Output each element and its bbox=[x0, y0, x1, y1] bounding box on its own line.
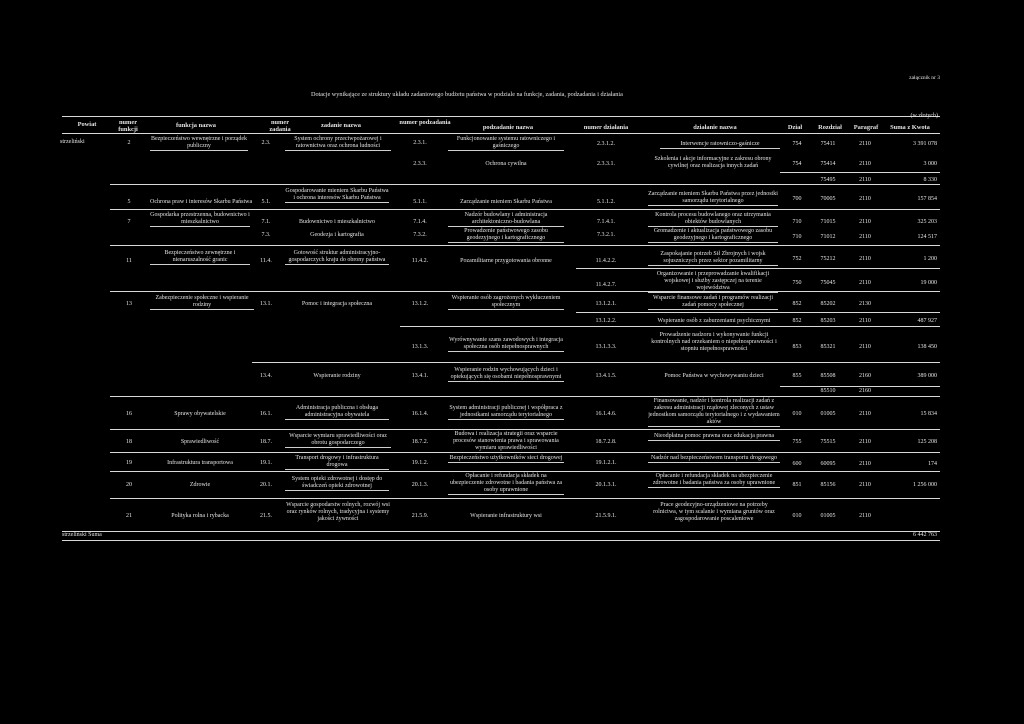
cell-f7-num: 7 bbox=[127, 219, 131, 225]
cell-p1614-num: 16.1.4. bbox=[411, 411, 429, 417]
cell-r4-paragraf: 2110 bbox=[859, 196, 871, 202]
cell-z73-name: Geodezja i kartografia bbox=[310, 232, 364, 238]
cell-z71-num: 7.1. bbox=[261, 219, 271, 225]
cell-r5-paragraf: 2110 bbox=[859, 219, 871, 225]
cell-p1912-num: 19.1.2. bbox=[411, 460, 429, 466]
cell-f5-num: 5 bbox=[127, 199, 131, 205]
header-suma: Suma z Kwota bbox=[890, 124, 930, 131]
header-rozdzial: Rozdział bbox=[818, 124, 842, 131]
cell-r4-suma: 157 854 bbox=[917, 196, 937, 202]
cell-r7-rozdzial: 75212 bbox=[820, 256, 836, 262]
cell-p2159-name: Wspieranie infrastruktury wsi bbox=[470, 513, 542, 519]
header-podzadanie-nazwa: podzadanie nazwa bbox=[482, 124, 534, 131]
cell-p1912-name: Bezpieczeństwo użytkowników sieci drogowej bbox=[449, 455, 563, 461]
cell-f11-num: 11 bbox=[126, 258, 132, 264]
cell-r3-suma: 8 330 bbox=[923, 177, 937, 183]
cell-z51-num: 5.1. bbox=[261, 199, 271, 205]
cell-f16-name: Sprawy obywatelskie bbox=[174, 411, 226, 417]
cell-z23-num: 2.3. bbox=[261, 140, 271, 146]
page-title: Dotacje wynikające ze struktury układu zadaniowego budżetu państwa w podziale na funkcje, zadania, podzadania i działania bbox=[311, 91, 623, 98]
cell-f16-num: 16 bbox=[126, 411, 132, 417]
cell-r16-suma: 174 bbox=[928, 461, 937, 467]
cell-r9-dzial: 852 bbox=[792, 301, 802, 307]
cell-r5-dzial: 710 bbox=[792, 219, 802, 225]
cell-d18728-name: Nieodpłatna pomoc prawna oraz edukacja prawna bbox=[648, 433, 780, 441]
cell-f20-num: 20 bbox=[126, 482, 132, 488]
cell-f5-name: Ochrona praw i interesów Skarbu Państwa bbox=[150, 199, 253, 205]
cell-r13-rozdzial: 85510 bbox=[820, 388, 836, 394]
cell-z114-num: 11.4. bbox=[260, 258, 272, 264]
cell-f21-num: 21 bbox=[126, 513, 132, 519]
cell-p1312-num: 13.1.2. bbox=[411, 301, 429, 307]
cell-r4-dzial: 700 bbox=[792, 196, 802, 202]
cell-r6-dzial: 710 bbox=[792, 234, 802, 240]
cell-r5-rozdzial: 71015 bbox=[820, 219, 836, 225]
cell-r10-suma: 487 927 bbox=[917, 318, 937, 324]
cell-z131-name: Pomoc i integracja społeczna bbox=[301, 301, 373, 307]
cell-p2159-num: 21.5.9. bbox=[411, 513, 429, 519]
cell-d13133-name: Prowadzenie nadzoru i wykonywanie funkcji kontrolnych nad orzekaniem o niepełnosprawności i stopniu niepełnosprawności bbox=[651, 332, 777, 352]
cell-r2-paragraf: 2110 bbox=[859, 161, 871, 167]
cell-f11-name: Bezpieczeństwo zewnętrzne i nienaruszalność granic bbox=[150, 250, 250, 265]
cell-r15-rozdzial: 75515 bbox=[820, 439, 836, 445]
cell-r4-rozdzial: 70005 bbox=[820, 196, 836, 202]
cell-d7141-num: 7.1.4.1. bbox=[597, 219, 615, 225]
header-dzial: Dział bbox=[787, 124, 803, 131]
cell-r8-rozdzial: 75045 bbox=[820, 280, 836, 286]
cell-d2312-name: Interwencje ratowniczo-gaśnicze bbox=[660, 141, 780, 149]
cell-z134-name: Wspieranie rodziny bbox=[313, 373, 361, 379]
cell-p1142-num: 11.4.2. bbox=[411, 258, 429, 264]
cell-r14-dzial: 010 bbox=[792, 411, 802, 417]
cell-p1614-name: System administracji publicznej i współpraca z jednostkami samorządu terytorialnego bbox=[449, 405, 563, 418]
cell-f2-name: Bezpieczeństwo wewnętrzne i porządek publiczny bbox=[150, 136, 248, 149]
cell-d13122-name: Wspieranie osób z zaburzeniami psychicznymi bbox=[657, 318, 771, 324]
total-value: 6 442 763 bbox=[913, 532, 937, 538]
cell-r6-rozdzial: 71012 bbox=[820, 234, 836, 240]
cell-d13121-name: Wsparcie finansowe zadań i programów realizacji zadań pomocy społecznej bbox=[648, 295, 778, 310]
cell-z161-num: 16.1. bbox=[260, 411, 272, 417]
cell-d13121-num: 13.1.2.1. bbox=[595, 301, 617, 307]
cell-f13-name: Zabezpieczenie społeczne i wspieranie rodziny bbox=[150, 295, 254, 310]
cell-r16-paragraf: 2110 bbox=[859, 461, 871, 467]
cell-r10-paragraf: 2110 bbox=[859, 318, 871, 324]
cell-z191-num: 19.1. bbox=[260, 460, 272, 466]
cell-f13-num: 13 bbox=[126, 301, 132, 307]
cell-d13122-num: 13.1.2.2. bbox=[595, 318, 617, 324]
cell-d21591-name: Prace geodezyjno-urządzeniowe na potrzeby rolnictwa, w tym scalanie i wymiana gruntów oraz zagospodarowanie poscaleniowe bbox=[653, 502, 775, 522]
cell-f2-num: 2 bbox=[127, 140, 131, 146]
header-numer-funkcji: numer funkcji bbox=[118, 119, 138, 133]
cell-r18-rozdzial: 01005 bbox=[820, 513, 836, 519]
cell-p511-num: 5.1.1. bbox=[413, 199, 427, 205]
cell-z23-name: System ochrony przeciwpożarowej i ratownictwa oraz ochrona ludności bbox=[285, 136, 391, 151]
cell-z215-name: Wsparcie gospodarstw rolnych, rozwój wsi oraz rynków rolnych, tradycyjna i systemy jakości żywności bbox=[286, 502, 390, 522]
cell-r17-rozdzial: 85156 bbox=[820, 482, 836, 488]
cell-r17-paragraf: 2110 bbox=[859, 482, 871, 488]
cell-d13133-num: 13.1.3.3. bbox=[595, 344, 617, 350]
cell-r7-dzial: 752 bbox=[792, 256, 802, 262]
cell-f20-name: Zdrowie bbox=[189, 482, 211, 488]
cell-r1-rozdzial: 75411 bbox=[820, 141, 836, 147]
cell-p1341-name: Wspieranie rodzin wychowujących dzieci i opiekujących się osobami niepełnosprawnymi bbox=[448, 367, 564, 382]
header-numer-zadania: numer zadania bbox=[269, 119, 291, 133]
cell-r18-dzial: 010 bbox=[792, 513, 802, 519]
cell-z161-name: Administracja publiczna i obsługa administracyjna obywatela bbox=[285, 405, 389, 420]
cell-r14-rozdzial: 01005 bbox=[820, 411, 836, 417]
cell-f7-name: Gospodarka przestrzenna, budownictwo i mieszkalnictwo bbox=[150, 212, 250, 225]
cell-r9-rozdzial: 85202 bbox=[820, 301, 836, 307]
cell-r17-suma: 1 256 000 bbox=[913, 482, 937, 488]
cell-p233-name: Ochrona cywilna bbox=[485, 161, 527, 167]
cell-r6-paragraf: 2110 bbox=[859, 234, 871, 240]
cell-d2331-num: 2.3.3.1. bbox=[597, 161, 615, 167]
header-paragraf: Paragraf bbox=[853, 124, 879, 131]
cell-p1341-num: 13.4.1. bbox=[411, 373, 429, 379]
cell-z71-name: Budownictwo i mieszkalnictwo bbox=[299, 219, 375, 225]
cell-d13415-num: 13.4.1.5. bbox=[595, 373, 617, 379]
cell-p1142-name: Pozamilitarne przygotowania obronne bbox=[460, 258, 552, 264]
cell-d11422-name: Zaspokajanie potrzeb Sił Zbrojnych i wojsk sojuszniczych przez sektor pozamilitarny bbox=[648, 251, 778, 266]
cell-z191-name: Transport drogowy i infrastruktura drogowa bbox=[285, 455, 389, 470]
cell-r9-paragraf: 2130 bbox=[859, 301, 871, 307]
header-numer-dzialania: numer działania bbox=[583, 124, 629, 131]
cell-r7-suma: 1 200 bbox=[923, 256, 937, 262]
cell-r11-dzial: 853 bbox=[792, 344, 802, 350]
cell-d11422-num: 11.4.2.2. bbox=[595, 258, 617, 264]
cell-r3-rozdzial: 75495 bbox=[820, 177, 836, 183]
cell-p2013-name: Opłacanie i refundacja składek na ubezpieczenie zdrowotne i badania państwa za osoby uprawnione bbox=[449, 473, 563, 493]
cell-r10-dzial: 852 bbox=[792, 318, 802, 324]
cell-d16146-num: 16.1.4.6. bbox=[595, 411, 617, 417]
cell-r18-paragraf: 2110 bbox=[859, 513, 871, 519]
cell-r11-paragraf: 2110 bbox=[859, 344, 871, 350]
cell-r12-paragraf: 2160 bbox=[859, 373, 871, 379]
cell-z187-name: Wsparcie wymiaru sprawiedliwości oraz obrotu gospodarczego bbox=[285, 433, 391, 448]
cell-r15-paragraf: 2110 bbox=[859, 439, 871, 445]
cell-d19121-num: 19.1.2.1. bbox=[595, 460, 617, 466]
cell-r12-suma: 389 000 bbox=[917, 373, 937, 379]
cell-z51-name: Gospodarowanie mieniem Skarbu Państwa i ochrona interesów Skarbu Państwa bbox=[285, 188, 389, 201]
header-numer-podzadania: numer podzadania bbox=[399, 119, 451, 126]
cell-d13415-name: Pomoc Państwa w wychowywaniu dzieci bbox=[664, 373, 764, 379]
cell-d2312-num: 2.3.1.2. bbox=[597, 141, 615, 147]
cell-r16-rozdzial: 60095 bbox=[820, 461, 836, 467]
cell-powiat: strzeliński bbox=[60, 139, 85, 145]
cell-r13-paragraf: 2160 bbox=[859, 388, 871, 394]
cell-r8-paragraf: 2110 bbox=[859, 280, 871, 286]
cell-r2-suma: 3 000 bbox=[923, 161, 937, 167]
cell-r12-rozdzial: 85508 bbox=[820, 373, 836, 379]
cell-f19-num: 19 bbox=[126, 460, 132, 466]
cell-r2-rozdzial: 75414 bbox=[820, 161, 836, 167]
header-dzialanie-nazwa: działanie nazwa bbox=[693, 124, 737, 131]
cell-p1313-name: Wyrównywanie szans zawodowych i integracja społeczna osób niepełnosprawnych bbox=[449, 337, 563, 350]
cell-d5112-num: 5.1.1.2. bbox=[597, 199, 615, 205]
cell-d16146-name: Finansowanie, nadzór i kontrola realizacji zadań z zakresu administracji rządowej zleconych z ustaw jednostkom samorządu terytorialnego i z wydawaniem aktów bbox=[648, 398, 780, 425]
cell-r10-rozdzial: 85203 bbox=[820, 318, 836, 324]
cell-r16-dzial: 600 bbox=[792, 461, 802, 467]
cell-r17-dzial: 851 bbox=[792, 482, 802, 488]
cell-r6-suma: 124 517 bbox=[917, 234, 937, 240]
cell-r8-suma: 19 000 bbox=[920, 280, 937, 286]
cell-f18-num: 18 bbox=[126, 439, 132, 445]
cell-p732-num: 7.3.2. bbox=[413, 232, 427, 238]
cell-z215-num: 21.5. bbox=[260, 513, 272, 519]
cell-f18-name: Sprawiedliwość bbox=[180, 439, 220, 445]
cell-d18728-num: 18.7.2.8. bbox=[595, 439, 617, 445]
cell-p511-name: Zarządzanie mieniem Skarbu Państwa bbox=[460, 199, 552, 205]
total-label: strzeliński Suma bbox=[62, 532, 102, 538]
cell-p2013-num: 20.1.3. bbox=[411, 482, 429, 488]
cell-z201-num: 20.1. bbox=[260, 482, 272, 488]
cell-p1872-name: Budowa i realizacja strategii oraz wsparcie procesów stanowienia prawa i sprawowania wymiaru sprawiedliwości bbox=[448, 431, 564, 453]
cell-r14-suma: 15 834 bbox=[920, 411, 937, 417]
cell-r15-suma: 125 208 bbox=[917, 439, 937, 445]
cell-r8-dzial: 750 bbox=[792, 280, 802, 286]
cell-r3-paragraf: 2110 bbox=[859, 177, 871, 183]
cell-z131-num: 13.1. bbox=[260, 301, 272, 307]
cell-r5-suma: 325 203 bbox=[917, 219, 937, 225]
cell-z134-num: 13.4. bbox=[260, 373, 272, 379]
cell-p1872-num: 18.7.2. bbox=[411, 439, 429, 445]
cell-r12-dzial: 855 bbox=[792, 373, 802, 379]
cell-r15-dzial: 755 bbox=[792, 439, 802, 445]
cell-f21-name: Polityka rolna i rybacka bbox=[171, 513, 229, 519]
cell-p1313-num: 13.1.3. bbox=[411, 344, 429, 350]
cell-r1-suma: 3 391 078 bbox=[913, 141, 937, 147]
cell-r1-paragraf: 2110 bbox=[859, 141, 871, 147]
cell-r11-suma: 138 450 bbox=[917, 344, 937, 350]
attachment-label: załącznik nr 3 bbox=[909, 75, 940, 81]
cell-p732-name: Prowadzenie państwowego zasobu geodezyjnego i kartograficznego bbox=[448, 228, 564, 243]
header-zadanie-nazwa: zadanie nazwa bbox=[321, 122, 361, 129]
cell-p231-num: 2.3.1. bbox=[413, 140, 427, 146]
cell-d2331-name: Szkolenia i akcje informacyjne z zakresu obrony cywilnej oraz realizacja innych zadań bbox=[654, 156, 772, 169]
cell-d20131-num: 20.1.3.1. bbox=[595, 482, 617, 488]
cell-z201-name: System opieki zdrowotnej i dostęp do świadczeń opieki zdrowotnej bbox=[285, 476, 389, 491]
cell-p1312-name: Wspieranie osób zagrożonych wykluczeniem społecznym bbox=[448, 295, 564, 310]
cell-f19-name: Infrastruktura transportowa bbox=[167, 460, 233, 466]
cell-r7-paragraf: 2110 bbox=[859, 256, 871, 262]
cell-z187-num: 18.7. bbox=[260, 439, 272, 445]
cell-d7141-name: Kontrola procesu budowlanego oraz utrzymania obiektów budowlanych bbox=[648, 212, 778, 227]
cell-p231-name: Funkcjonowanie systemu ratowniczego i gaśniczego bbox=[448, 136, 564, 151]
header-funkcja-nazwa: funkcja nazwa bbox=[176, 122, 216, 129]
cell-d20131-name: Opłacanie i refundacja składek na ubezpieczenie zdrowotne i badania państwa za osoby uprawnione bbox=[648, 473, 780, 488]
cell-r11-rozdzial: 85321 bbox=[820, 344, 836, 350]
cell-p714-num: 7.1.4. bbox=[413, 219, 427, 225]
cell-d11427-num: 11.4.2.7. bbox=[595, 282, 617, 288]
cell-d11427-name: Organizowanie i przeprowadzanie kwalifikacji wojskowej i służby zastępczej na terenie województwa bbox=[648, 271, 778, 293]
cell-r1-dzial: 754 bbox=[792, 141, 802, 147]
cell-r2-dzial: 754 bbox=[792, 161, 802, 167]
cell-d5112-name: Zarządzanie mieniem Skarbu Państwa przez jednostki samorządu terytorialnego bbox=[648, 191, 778, 204]
cell-d21591-num: 21.5.9.1. bbox=[595, 513, 617, 519]
cell-d19121-name: Nadzór nad bezpieczeństwem transportu drogowego bbox=[648, 455, 780, 463]
cell-d7321-name: Gromadzenie i aktualizacja państwowego zasobu geodezyjnego i kartograficznego bbox=[648, 228, 778, 243]
cell-z73-num: 7.3. bbox=[261, 232, 271, 238]
cell-p233-num: 2.3.3. bbox=[413, 161, 427, 167]
cell-d7321-num: 7.3.2.1. bbox=[597, 232, 615, 238]
cell-z114-name: Gotowość struktur administracyjno-gospodarczych kraju do obrony państwa bbox=[285, 250, 389, 265]
header-powiat: Powiat bbox=[77, 121, 97, 128]
cell-r14-paragraf: 2110 bbox=[859, 411, 871, 417]
cell-p714-name: Nadzór budowlany i administracja architektoniczno-budowlana bbox=[448, 212, 564, 227]
